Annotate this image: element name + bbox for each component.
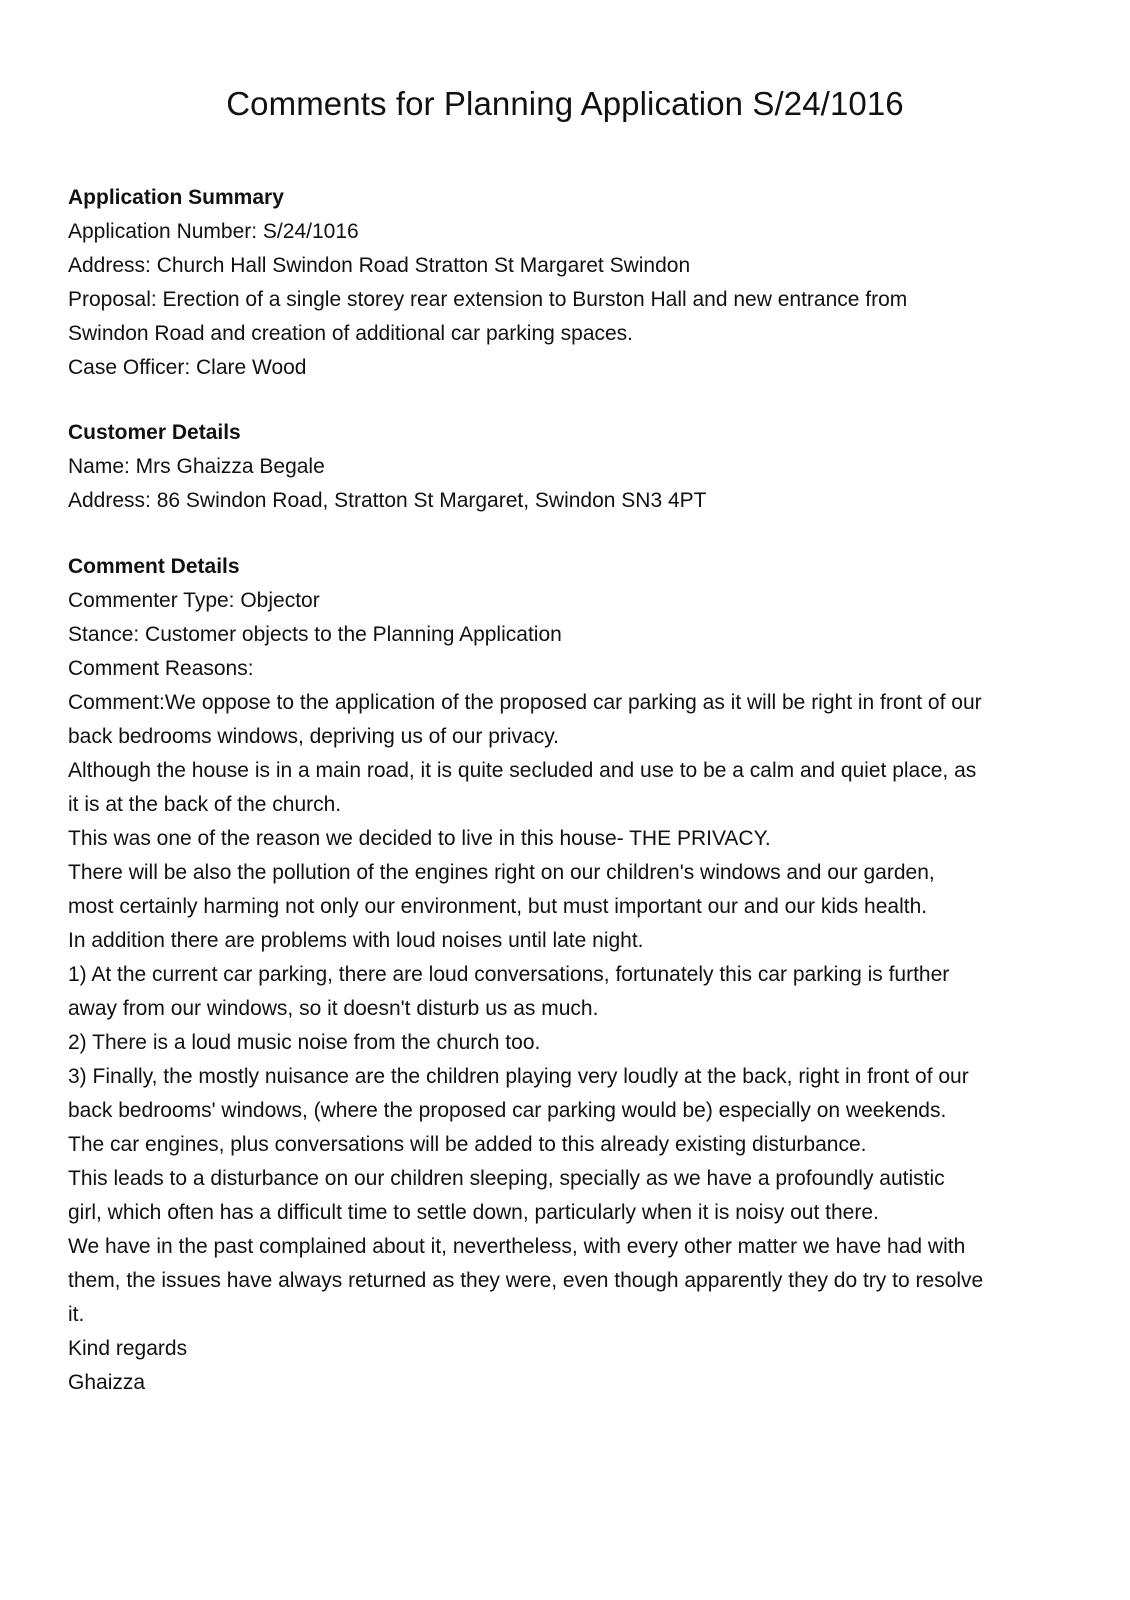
customer-details-heading: Customer Details bbox=[68, 421, 241, 444]
signature-name: Ghaizza bbox=[68, 1371, 146, 1394]
comment-details-heading: Comment Details bbox=[68, 555, 240, 578]
comment-line: In addition there are problems with loud noises until late night. bbox=[68, 929, 644, 952]
comment-line: most certainly harming not only our environment, but must important our and our kids health. bbox=[68, 895, 928, 918]
sign-off: Kind regards bbox=[68, 1337, 188, 1360]
comment-line: This leads to a disturbance on our children sleeping, specially as we have a profoundly autistic bbox=[68, 1167, 945, 1190]
proposal-line-2: Swindon Road and creation of additional car parking spaces. bbox=[68, 322, 634, 345]
case-officer: Case Officer: Clare Wood bbox=[68, 356, 307, 379]
customer-address: Address: 86 Swindon Road, Stratton St Margaret, Swindon SN3 4PT bbox=[68, 489, 707, 512]
comment-line: 2) There is a loud music noise from the church too. bbox=[68, 1031, 541, 1054]
comment-reasons: Comment Reasons: bbox=[68, 657, 254, 680]
comment-body bbox=[68, 686, 1068, 1400]
comment-line: We have in the past complained about it, nevertheless, with every other matter we have had with bbox=[68, 1235, 966, 1258]
comment-line: There will be also the pollution of the engines right on our children's windows and our garden, bbox=[68, 861, 935, 884]
comment-line: it is at the back of the church. bbox=[68, 793, 342, 816]
page-title: Comments for Planning Application S/24/1016 bbox=[226, 85, 904, 122]
comment-line: girl, which often has a difficult time to settle down, particularly when it is noisy out there. bbox=[68, 1201, 879, 1224]
application-address: Address: Church Hall Swindon Road Stratton St Margaret Swindon bbox=[68, 254, 691, 277]
comment-line: 1) At the current car parking, there are loud conversations, fortunately this car parking is further bbox=[68, 963, 950, 986]
application-summary-section bbox=[68, 181, 1068, 385]
comment-line: away from our windows, so it doesn't disturb us as much. bbox=[68, 997, 599, 1020]
comment-details-section bbox=[68, 550, 1068, 1400]
customer-name: Name: Mrs Ghaizza Begale bbox=[68, 455, 325, 478]
proposal-line-1: Proposal: Erection of a single storey rear extension to Burston Hall and new entrance from bbox=[68, 288, 908, 311]
comment-line: them, the issues have always returned as they were, even though apparently they do try to resolve bbox=[68, 1269, 984, 1292]
commenter-type: Commenter Type: Objector bbox=[68, 589, 320, 612]
comment-stance: Stance: Customer objects to the Planning Application bbox=[68, 623, 562, 646]
application-number: Application Number: S/24/1016 bbox=[68, 220, 359, 243]
comment-line: back bedrooms windows, depriving us of our privacy. bbox=[68, 725, 560, 748]
application-summary-heading: Application Summary bbox=[68, 186, 284, 209]
comment-line: Comment:We oppose to the application of the proposed car parking as it will be right in front of our bbox=[68, 691, 982, 714]
comment-line: it. bbox=[68, 1303, 85, 1326]
customer-details-section bbox=[68, 416, 1068, 518]
comment-line: This was one of the reason we decided to live in this house- THE PRIVACY. bbox=[68, 827, 771, 850]
comment-line: The car engines, plus conversations will be added to this already existing disturbance. bbox=[68, 1133, 867, 1156]
comment-line: back bedrooms' windows, (where the proposed car parking would be) especially on weekends. bbox=[68, 1099, 947, 1122]
comment-line: 3) Finally, the mostly nuisance are the children playing very loudly at the back, right in front of our bbox=[68, 1065, 969, 1088]
comment-line: Although the house is in a main road, it is quite secluded and use to be a calm and quiet place, as bbox=[68, 759, 977, 782]
